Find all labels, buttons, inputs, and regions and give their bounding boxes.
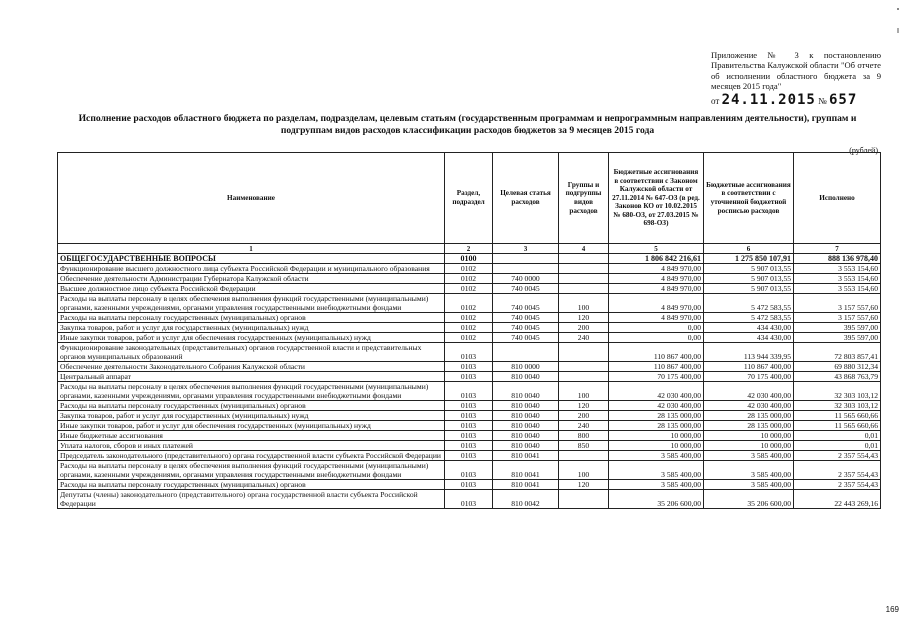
cell-expense-group xyxy=(559,372,609,382)
cell-law-allocation: 4 849 970,00 xyxy=(609,313,704,323)
document-title: Исполнение расходов областного бюджета по разделам, подразделам, целевым статьям (государственным программам и непрограммным направлениям деятельности), группам и подгруппам видов расходов классификации расходов бюджетов за 9 месяцев 2015 года xyxy=(78,113,857,136)
table-row xyxy=(58,461,881,480)
cell-law-allocation: 3 585 400,00 xyxy=(609,451,704,461)
cell-section: 0103 xyxy=(445,411,493,421)
cell-name: Высшее должностное лицо субъекта Российской Федерации xyxy=(58,284,445,294)
table-row xyxy=(58,254,881,264)
table-row xyxy=(58,441,881,451)
cell-section: 0103 xyxy=(445,461,493,480)
cell-executed: 69 880 312,34 xyxy=(794,362,881,372)
cell-section: 0102 xyxy=(445,333,493,343)
cell-schedule-allocation: 5 907 013,55 xyxy=(704,274,794,284)
cell-name: ОБЩЕГОСУДАРСТВЕННЫЕ ВОПРОСЫ xyxy=(58,254,445,264)
cell-schedule-allocation: 1 275 850 107,91 xyxy=(704,254,794,264)
cell-target-article xyxy=(493,254,559,264)
cell-section: 0102 xyxy=(445,313,493,323)
cell-section: 0103 xyxy=(445,480,493,490)
cell-executed: 3 157 557,60 xyxy=(794,294,881,313)
cell-expense-group: 850 xyxy=(559,441,609,451)
table-row xyxy=(58,401,881,411)
cell-name: Центральный аппарат xyxy=(58,372,445,382)
cell-section: 0103 xyxy=(445,431,493,441)
table-row xyxy=(58,362,881,372)
cell-name: Расходы на выплаты персоналу в целях обеспечения выполнения функций государственными (муниципальными) органами, казенными учреждениями, органами управления государственными внебюджетными фондами xyxy=(58,294,445,313)
cell-name: Иные бюджетные ассигнования xyxy=(58,431,445,441)
cell-expense-group: 240 xyxy=(559,333,609,343)
cell-executed: 888 136 978,40 xyxy=(794,254,881,264)
scan-edge-mark xyxy=(897,8,899,10)
cell-schedule-allocation: 113 944 339,95 xyxy=(704,343,794,362)
annex-number: 657 xyxy=(828,91,858,108)
cell-target-article: 810 0040 xyxy=(493,431,559,441)
cell-law-allocation: 10 000,00 xyxy=(609,431,704,441)
column-header: Исполнено xyxy=(794,153,881,244)
cell-executed: 72 803 857,41 xyxy=(794,343,881,362)
cell-law-allocation: 4 849 970,00 xyxy=(609,284,704,294)
cell-target-article: 810 0040 xyxy=(493,401,559,411)
column-index: 3 xyxy=(493,244,559,254)
scan-edge-mark xyxy=(897,28,899,33)
cell-schedule-allocation: 5 472 583,55 xyxy=(704,294,794,313)
cell-law-allocation: 0,00 xyxy=(609,323,704,333)
table-row xyxy=(58,294,881,313)
table-row xyxy=(58,343,881,362)
cell-target-article: 810 0040 xyxy=(493,372,559,382)
cell-law-allocation: 4 849 970,00 xyxy=(609,264,704,274)
cell-target-article xyxy=(493,343,559,362)
table-row xyxy=(58,313,881,323)
cell-section: 0103 xyxy=(445,362,493,372)
cell-expense-group xyxy=(559,254,609,264)
cell-executed: 3 553 154,60 xyxy=(794,264,881,274)
cell-target-article: 810 0042 xyxy=(493,490,559,509)
cell-executed: 2 357 554,43 xyxy=(794,461,881,480)
column-index: 7 xyxy=(794,244,881,254)
column-header: Бюджетные ассигнования в соответствии с Законом Калужской области от 27.11.2014 № 647-ОЗ (в ред. Законов КО от 10.02.2015 № 680-ОЗ, от 27.03.2015 № 698-ОЗ) xyxy=(609,153,704,244)
cell-schedule-allocation: 10 000,00 xyxy=(704,431,794,441)
cell-name: Функционирование законодательных (представительных) органов государственной власти и представительных органов муниципальных образований xyxy=(58,343,445,362)
cell-schedule-allocation: 434 430,00 xyxy=(704,323,794,333)
cell-law-allocation: 4 849 970,00 xyxy=(609,294,704,313)
cell-target-article: 810 0040 xyxy=(493,421,559,431)
cell-executed: 3 553 154,60 xyxy=(794,274,881,284)
column-index: 4 xyxy=(559,244,609,254)
cell-target-article: 810 0040 xyxy=(493,382,559,401)
cell-target-article: 810 0041 xyxy=(493,480,559,490)
cell-expense-group xyxy=(559,451,609,461)
cell-expense-group: 200 xyxy=(559,411,609,421)
cell-law-allocation: 42 030 400,00 xyxy=(609,401,704,411)
cell-executed: 395 597,00 xyxy=(794,323,881,333)
cell-law-allocation: 3 585 400,00 xyxy=(609,461,704,480)
column-index-row xyxy=(58,244,881,254)
cell-expense-group xyxy=(559,362,609,372)
cell-law-allocation: 110 867 400,00 xyxy=(609,362,704,372)
cell-name: Расходы на выплаты персоналу в целях обеспечения выполнения функций государственными (муниципальными) органами, казенными учреждениями, органами управления государственными внебюджетными фондами xyxy=(58,461,445,480)
cell-section: 0103 xyxy=(445,382,493,401)
cell-expense-group xyxy=(559,274,609,284)
column-index: 6 xyxy=(704,244,794,254)
cell-name: Депутаты (члены) законодательного (представительного) органа государственной власти субъекта Российской Федерации xyxy=(58,490,445,509)
cell-schedule-allocation: 5 472 583,55 xyxy=(704,313,794,323)
header-row xyxy=(58,153,881,244)
cell-target-article: 740 0045 xyxy=(493,313,559,323)
cell-expense-group: 100 xyxy=(559,382,609,401)
table-row xyxy=(58,431,881,441)
cell-section: 0103 xyxy=(445,401,493,411)
column-header: Раздел, подраздел xyxy=(445,153,493,244)
cell-schedule-allocation: 434 430,00 xyxy=(704,333,794,343)
cell-expense-group: 800 xyxy=(559,431,609,441)
cell-target-article: 810 0040 xyxy=(493,411,559,421)
table-row xyxy=(58,333,881,343)
table-row xyxy=(58,264,881,274)
expenditure-table xyxy=(57,152,881,509)
page-number: 169 xyxy=(885,605,899,614)
cell-executed: 22 443 269,16 xyxy=(794,490,881,509)
table-row xyxy=(58,421,881,431)
column-header: Целевая статья расходов xyxy=(493,153,559,244)
cell-schedule-allocation: 28 135 000,00 xyxy=(704,411,794,421)
cell-section: 0103 xyxy=(445,343,493,362)
cell-target-article: 810 0041 xyxy=(493,461,559,480)
cell-executed: 395 597,00 xyxy=(794,333,881,343)
cell-expense-group: 120 xyxy=(559,313,609,323)
column-header: Группы и подгруппы видов расходов xyxy=(559,153,609,244)
cell-schedule-allocation: 110 867 400,00 xyxy=(704,362,794,372)
cell-expense-group: 200 xyxy=(559,323,609,333)
cell-schedule-allocation: 5 907 013,55 xyxy=(704,284,794,294)
cell-name: Председатель законодательного (представительного) органа государственной власти субъекта Российской Федерации xyxy=(58,451,445,461)
cell-name: Закупка товаров, работ и услуг для государственных (муниципальных) нужд xyxy=(58,411,445,421)
table-row xyxy=(58,480,881,490)
cell-target-article: 810 0040 xyxy=(493,441,559,451)
cell-section: 0102 xyxy=(445,323,493,333)
cell-schedule-allocation: 70 175 400,00 xyxy=(704,372,794,382)
table-row xyxy=(58,323,881,333)
cell-executed: 0,01 xyxy=(794,431,881,441)
cell-name: Уплата налогов, сборов и иных платежей xyxy=(58,441,445,451)
cell-schedule-allocation: 3 585 400,00 xyxy=(704,451,794,461)
cell-name: Иные закупки товаров, работ и услуг для обеспечения государственных (муниципальных) нужд xyxy=(58,421,445,431)
cell-law-allocation: 3 585 400,00 xyxy=(609,480,704,490)
cell-executed: 3 553 154,60 xyxy=(794,284,881,294)
cell-name: Закупка товаров, работ и услуг для государственных (муниципальных) нужд xyxy=(58,323,445,333)
cell-executed: 0,01 xyxy=(794,441,881,451)
cell-schedule-allocation: 5 907 013,55 xyxy=(704,264,794,274)
cell-schedule-allocation: 42 030 400,00 xyxy=(704,382,794,401)
cell-target-article: 810 0041 xyxy=(493,451,559,461)
number-prefix: № xyxy=(818,95,827,106)
table-row xyxy=(58,284,881,294)
column-index: 1 xyxy=(58,244,445,254)
cell-law-allocation: 28 135 000,00 xyxy=(609,421,704,431)
table-row xyxy=(58,451,881,461)
annex-date: 24.11.2015 xyxy=(721,91,816,108)
cell-schedule-allocation: 3 585 400,00 xyxy=(704,480,794,490)
table-row xyxy=(58,411,881,421)
cell-target-article xyxy=(493,264,559,274)
cell-schedule-allocation: 42 030 400,00 xyxy=(704,401,794,411)
cell-name: Расходы на выплаты персоналу государственных (муниципальных) органов xyxy=(58,401,445,411)
cell-section: 0103 xyxy=(445,441,493,451)
cell-law-allocation: 10 000,00 xyxy=(609,441,704,451)
cell-expense-group xyxy=(559,343,609,362)
cell-law-allocation: 35 206 600,00 xyxy=(609,490,704,509)
cell-schedule-allocation: 10 000,00 xyxy=(704,441,794,451)
table-body xyxy=(58,254,881,509)
cell-target-article: 810 0000 xyxy=(493,362,559,372)
cell-section: 0102 xyxy=(445,284,493,294)
cell-law-allocation: 0,00 xyxy=(609,333,704,343)
cell-executed: 3 157 557,60 xyxy=(794,313,881,323)
table-row xyxy=(58,274,881,284)
cell-section: 0100 xyxy=(445,254,493,264)
cell-law-allocation: 28 135 000,00 xyxy=(609,411,704,421)
cell-executed: 32 303 103,12 xyxy=(794,382,881,401)
cell-target-article: 740 0000 xyxy=(493,274,559,284)
date-prefix: от xyxy=(711,95,720,106)
cell-section: 0103 xyxy=(445,421,493,431)
column-index: 2 xyxy=(445,244,493,254)
cell-target-article: 740 0045 xyxy=(493,294,559,313)
cell-law-allocation: 110 867 400,00 xyxy=(609,343,704,362)
cell-name: Расходы на выплаты персоналу в целях обеспечения выполнения функций государственными (муниципальными) органами, казенными учреждениями, органами управления государственными внебюджетными фондами xyxy=(58,382,445,401)
cell-schedule-allocation: 28 135 000,00 xyxy=(704,421,794,431)
cell-section: 0103 xyxy=(445,490,493,509)
cell-executed: 32 303 103,12 xyxy=(794,401,881,411)
cell-section: 0103 xyxy=(445,451,493,461)
annex-block xyxy=(711,50,881,106)
cell-section: 0102 xyxy=(445,294,493,313)
table-row xyxy=(58,372,881,382)
cell-target-article: 740 0045 xyxy=(493,323,559,333)
cell-expense-group xyxy=(559,264,609,274)
units-label: (рублей) xyxy=(849,146,878,155)
cell-executed: 11 565 660,66 xyxy=(794,421,881,431)
cell-name: Иные закупки товаров, работ и услуг для обеспечения государственных (муниципальных) нужд xyxy=(58,333,445,343)
cell-law-allocation: 1 806 842 216,61 xyxy=(609,254,704,264)
cell-expense-group: 120 xyxy=(559,480,609,490)
cell-target-article: 740 0045 xyxy=(493,284,559,294)
cell-executed: 11 565 660,66 xyxy=(794,411,881,421)
annex-date-line xyxy=(711,91,881,108)
cell-name: Обеспечение деятельности Администрации Губернатора Калужской области xyxy=(58,274,445,284)
cell-schedule-allocation: 3 585 400,00 xyxy=(704,461,794,480)
cell-expense-group: 100 xyxy=(559,294,609,313)
cell-executed: 2 357 554,43 xyxy=(794,480,881,490)
column-header: Бюджетные ассигнования в соответствии с уточненной бюджетной росписью расходов xyxy=(704,153,794,244)
cell-name: Функционирование высшего должностного лица субъекта Российской Федерации и муниципального образования xyxy=(58,264,445,274)
cell-schedule-allocation: 35 206 600,00 xyxy=(704,490,794,509)
table-row xyxy=(58,382,881,401)
cell-section: 0102 xyxy=(445,264,493,274)
annex-text: Приложение № 3 к постановлению Правительства Калужской области "Об отчете об исполнении областного бюджета за 9 месяцев 2015 года" xyxy=(711,50,881,92)
cell-expense-group: 120 xyxy=(559,401,609,411)
cell-name: Обеспечение деятельности Законодательного Собрания Калужской области xyxy=(58,362,445,372)
cell-target-article: 740 0045 xyxy=(493,333,559,343)
column-header: Наименование xyxy=(58,153,445,244)
cell-expense-group: 100 xyxy=(559,461,609,480)
cell-name: Расходы на выплаты персоналу государственных (муниципальных) органов xyxy=(58,313,445,323)
cell-section: 0102 xyxy=(445,274,493,284)
cell-law-allocation: 70 175 400,00 xyxy=(609,372,704,382)
cell-law-allocation: 4 849 970,00 xyxy=(609,274,704,284)
cell-name: Расходы на выплаты персоналу государственных (муниципальных) органов xyxy=(58,480,445,490)
table-row xyxy=(58,490,881,509)
cell-executed: 43 868 763,79 xyxy=(794,372,881,382)
cell-expense-group: 240 xyxy=(559,421,609,431)
column-index: 5 xyxy=(609,244,704,254)
cell-executed: 2 357 554,43 xyxy=(794,451,881,461)
cell-expense-group xyxy=(559,284,609,294)
cell-expense-group xyxy=(559,490,609,509)
cell-section: 0103 xyxy=(445,372,493,382)
cell-law-allocation: 42 030 400,00 xyxy=(609,382,704,401)
